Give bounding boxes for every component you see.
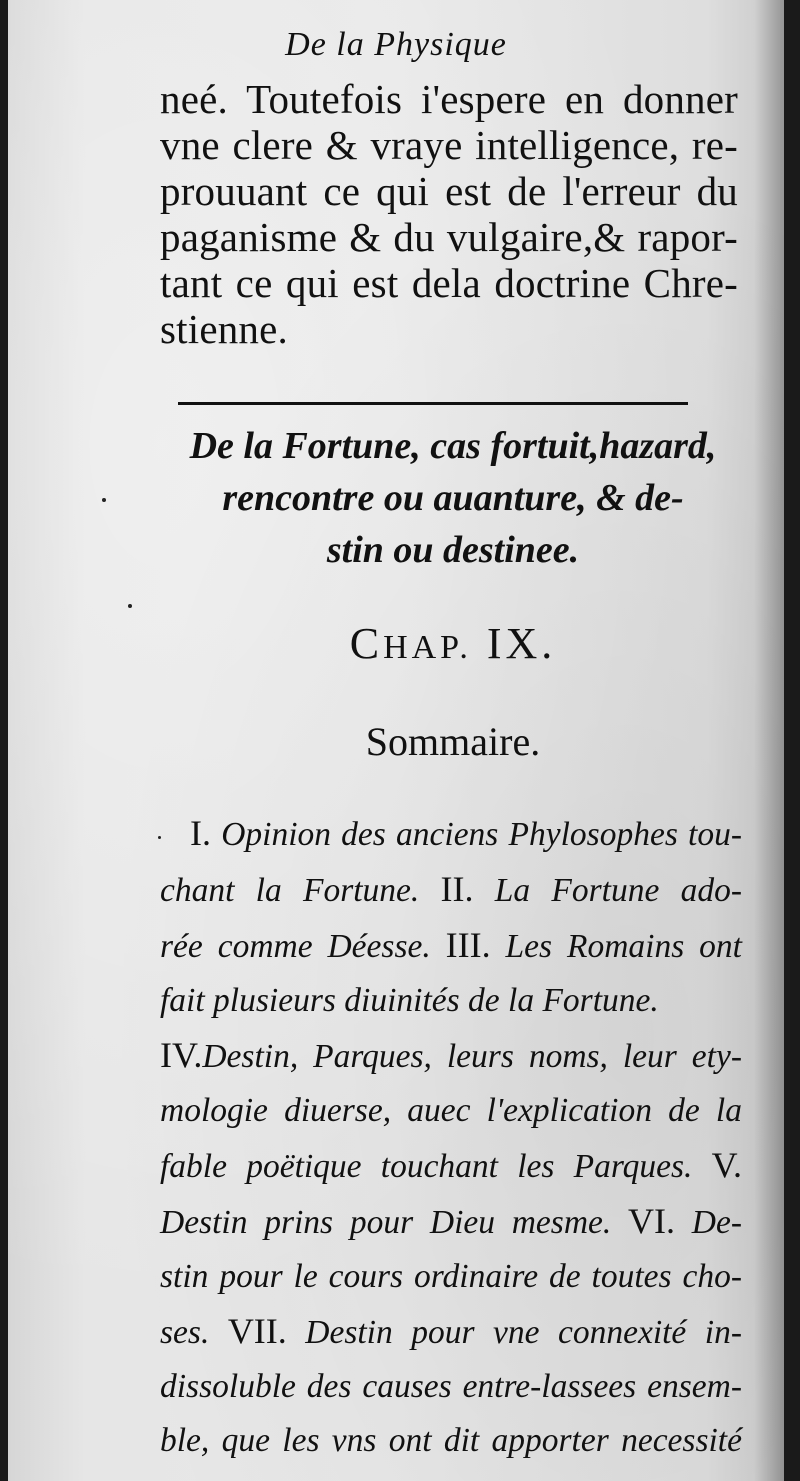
body-line: vne clere & vraye intelligence, re- <box>160 122 738 168</box>
summary-line: dissoluble des causes entre-lassees ensem- <box>160 1368 742 1405</box>
summary-text: ses. <box>160 1314 210 1351</box>
summary-numeral: VII. <box>227 1311 287 1351</box>
page-edge-shadow <box>754 0 784 1481</box>
summary-text: Destin, Parques, leurs noms, leur ety- <box>202 1038 742 1075</box>
summary-numeral: II. <box>440 869 474 909</box>
summary-text: Opinion des anciens Phylosophes tou- <box>221 816 743 853</box>
body-text <box>160 76 738 352</box>
chapter-number-roman: IX. <box>486 619 557 668</box>
summary-line: stin pour le cours ordinaire de toutes cho- <box>160 1258 742 1295</box>
ink-speck <box>158 836 161 839</box>
summary-line: mologie diuerse, auec l'explication de la <box>160 1092 742 1129</box>
section-rule <box>178 402 688 405</box>
summary-text: De- <box>691 1204 742 1241</box>
body-line: prouuant ce qui est de l'erreur du <box>160 168 738 214</box>
summary-text: Destin prins pour Dieu mesme. <box>160 1204 612 1241</box>
body-line: tant ce qui est dela doctrine Chre- <box>160 260 738 306</box>
summary-text: La Fortune ado- <box>494 872 742 909</box>
chapter-number-smallcaps: HAP. <box>383 629 472 666</box>
summary-text: fable poëtique touchant les Parques. <box>160 1148 693 1185</box>
summary-numeral: VI. <box>628 1201 676 1241</box>
summary-numeral: V. <box>711 1145 742 1185</box>
chapter-title-line: stin ou destinee. <box>326 529 580 571</box>
summary-text: Les Romains ont <box>505 928 742 965</box>
chapter-number <box>158 618 748 669</box>
summary-text: chant la Fortune. <box>160 872 420 909</box>
ink-speck <box>102 498 106 502</box>
summary-numeral: I. <box>190 813 211 853</box>
summary-line <box>160 1304 742 1360</box>
summary-line <box>160 1028 742 1084</box>
summary-line <box>160 862 742 918</box>
body-line: stienne. <box>160 306 288 352</box>
summary-line <box>160 1194 742 1250</box>
body-line: neé. Toutefois i'espere en donner <box>160 76 738 122</box>
running-head: De la Physique <box>285 26 507 63</box>
book-page <box>8 0 784 1481</box>
summary-text: rée comme Déesse. <box>160 928 431 965</box>
chapter-number-prefix: C <box>349 619 384 668</box>
chapter-title <box>158 420 748 576</box>
summary-line <box>160 918 742 974</box>
summary-text: Destin pour vne connexité in- <box>305 1314 742 1351</box>
ink-speck <box>128 604 132 608</box>
summary-numeral: III. <box>445 925 491 965</box>
summary-line: ble, que les vns ont dit apporter necessité <box>160 1422 742 1459</box>
summary-line <box>160 806 742 862</box>
chapter-title-line: De la Fortune, cas fortuit,hazard, <box>189 425 717 467</box>
chapter-title-line: rencontre ou auanture, & de- <box>222 477 684 519</box>
sommaire-heading: Sommaire. <box>365 719 541 764</box>
summary-line: fait plusieurs diuinités de la Fortune. <box>160 982 659 1019</box>
body-line: paganisme & du vulgaire,& rapor- <box>160 214 738 260</box>
summary-line <box>160 1138 742 1194</box>
summary-numeral: IV. <box>160 1035 203 1075</box>
summary <box>160 806 742 1468</box>
